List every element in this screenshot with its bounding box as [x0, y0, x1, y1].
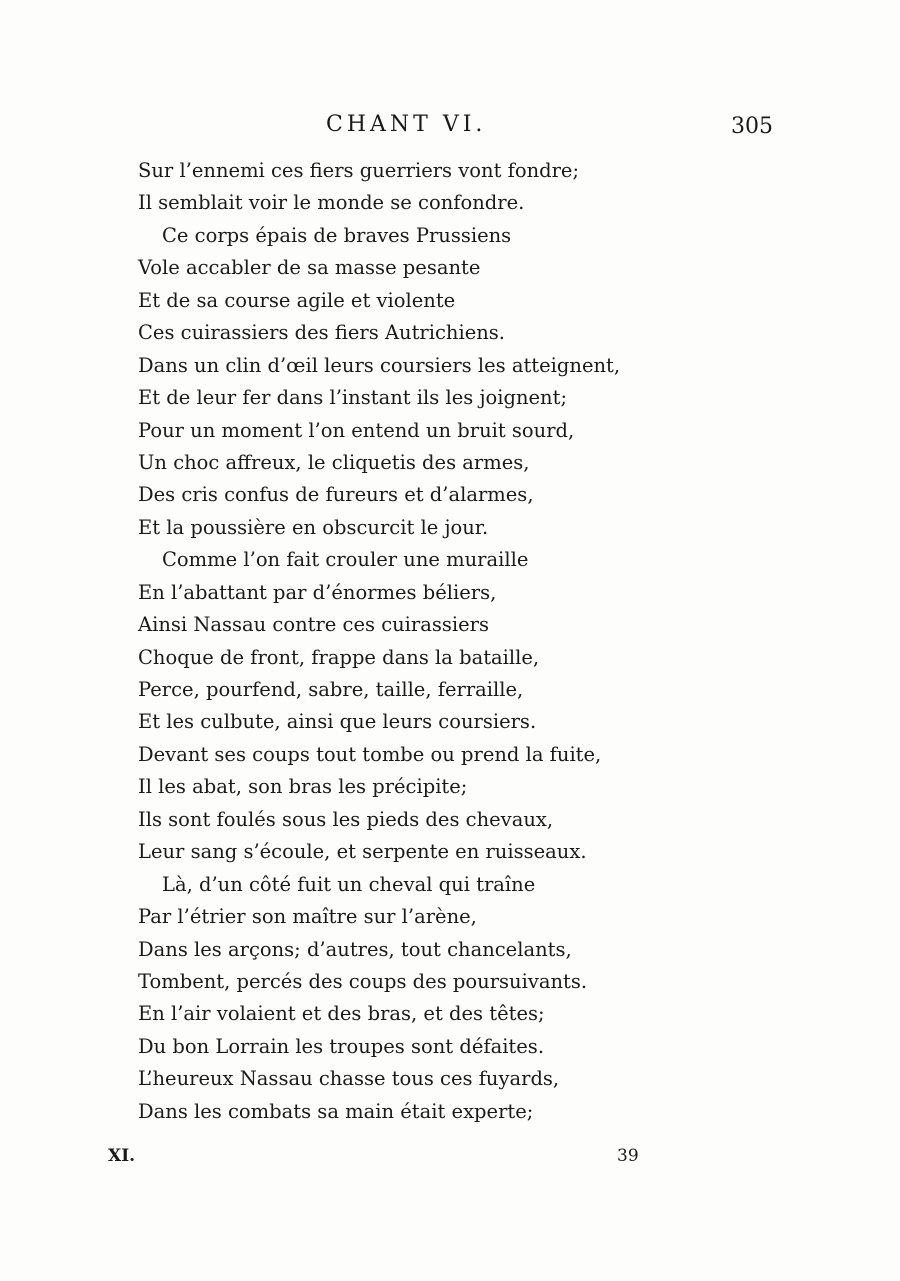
verse-line: Ces cuirassiers des fiers Autrichiens.	[138, 321, 506, 345]
verse-line: Et de leur fer dans l’instant ils les joignent;	[138, 386, 568, 410]
verse-line: Et les culbute, ainsi que leurs coursiers.	[138, 710, 537, 734]
poem-text	[138, 155, 758, 1128]
verse-line: Pour un moment l’on entend un bruit sourd,	[138, 418, 575, 442]
verse-line: Tombent, percés des coups des poursuivants.	[138, 969, 588, 993]
verse-line: Il semblait voir le monde se confondre.	[138, 191, 525, 215]
running-head	[0, 112, 900, 142]
verse-line: Ils sont foulés sous les pieds des chevaux,	[138, 807, 554, 831]
verse-line: Choque de front, frappe dans la bataille,	[138, 645, 540, 669]
verse-line: Devant ses coups tout tombe ou prend la fuite,	[138, 742, 602, 766]
verse-line: En l’air volaient et des bras, et des têtes;	[138, 1002, 545, 1026]
verse-line: Par l’étrier son maître sur l’arène,	[138, 905, 477, 929]
verse-line: Ce corps épais de braves Prussiens	[162, 223, 512, 247]
verse-line: Un choc affreux, le cliquetis des armes,	[138, 450, 530, 474]
verse-line: Ainsi Nassau contre ces cuirassiers	[138, 613, 489, 637]
verse-line: Du bon Lorrain les troupes sont défaites.	[138, 1034, 545, 1058]
verse-line: Dans les arçons; d’autres, tout chancelants,	[138, 937, 572, 961]
verse-line: Là, d’un côté fuit un cheval qui traîne	[162, 872, 536, 896]
verse-line: Vole accabler de sa masse pesante	[138, 256, 481, 280]
verse-line: Et la poussière en obscurcit le jour.	[138, 515, 489, 539]
verse-line: Dans les combats sa main était experte;	[138, 1099, 534, 1123]
signature-mark: XI.	[108, 1146, 136, 1166]
verse-line: Comme l’on fait crouler une muraille	[162, 548, 529, 572]
chapter-title: CHANT VI.	[326, 112, 487, 137]
verse-line: Et de sa course agile et violente	[138, 288, 456, 312]
verse-line: Leur sang s’écoule, et serpente en ruisseaux.	[138, 840, 587, 864]
verse-line: Des cris confus de fureurs et d’alarmes,	[138, 483, 534, 507]
verse-line: Sur l’ennemi ces fiers guerriers vont fondre;	[138, 159, 580, 182]
verse-line: L’heureux Nassau chasse tous ces fuyards,	[138, 1067, 560, 1091]
page-number: 305	[731, 114, 773, 139]
page-footer	[0, 1146, 900, 1172]
verse-line: Dans un clin d’œil leurs coursiers les atteignent,	[138, 353, 621, 377]
gathering-number: 39	[617, 1146, 639, 1166]
verse-line: Il les abat, son bras les précipite;	[138, 775, 468, 799]
verse-line: Perce, pourfend, sabre, taille, ferraille,	[138, 678, 524, 701]
verse-line: En l’abattant par d’énormes béliers,	[138, 580, 497, 604]
